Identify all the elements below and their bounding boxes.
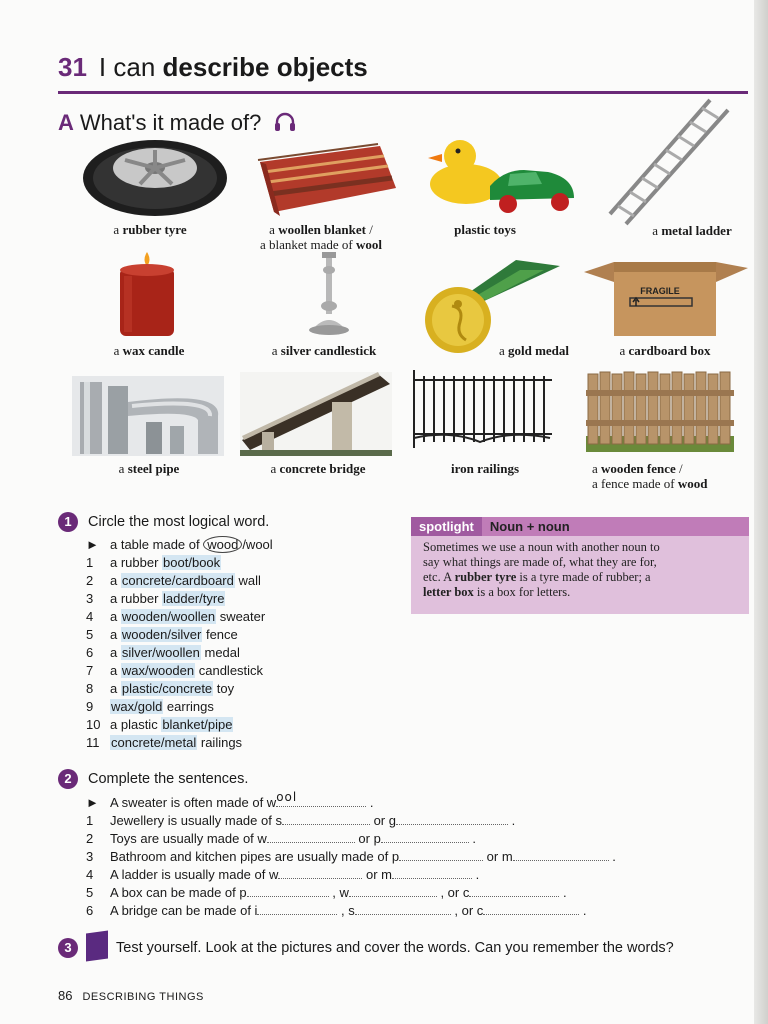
exercise-2-example: ► A sweater is often made of w ool .: [86, 790, 374, 810]
fragile-label: FRAGILE: [640, 286, 680, 296]
list-item[interactable]: 5 A box can be made of p , w , or c .: [86, 885, 567, 900]
blank[interactable]: [355, 903, 451, 915]
list-item[interactable]: 5 a wooden/silver fence: [86, 627, 238, 642]
book-icon: [86, 930, 108, 961]
blank[interactable]: [278, 867, 362, 879]
list-item[interactable]: 7 a wax/wooden candlestick: [86, 663, 264, 678]
blank[interactable]: [483, 903, 579, 915]
list-item[interactable]: 3 Bathroom and kitchen pipes are usually made of p or m .: [86, 849, 616, 864]
blank[interactable]: [513, 849, 609, 861]
section-name: DESCRIBING THINGS: [82, 991, 204, 1003]
blank[interactable]: [392, 867, 472, 879]
spotlight-header: [411, 517, 749, 536]
unit-title: [58, 52, 368, 83]
list-item[interactable]: 1 Jewellery is usually made of s or g .: [86, 813, 516, 828]
list-item[interactable]: 8 a plastic/concrete toy: [86, 681, 235, 696]
section-a-heading: [58, 110, 296, 136]
list-item[interactable]: 10 a plastic blanket/pipe: [86, 717, 233, 732]
wooden-fence-picture: [586, 370, 734, 452]
caption-rubber-tyre: a rubber tyre: [113, 222, 187, 237]
caption-cardboard-box: a cardboard box: [619, 343, 711, 358]
exercise-1-number: 1: [58, 512, 78, 532]
section-letter: A: [58, 110, 74, 135]
exercise-1-instruction: Circle the most logical word.: [88, 514, 270, 530]
blank[interactable]: [469, 885, 559, 897]
exercise-3-number: 3: [58, 938, 78, 958]
blank[interactable]: [267, 831, 355, 843]
rubber-tyre-picture: [80, 138, 230, 218]
plastic-toys-picture: [424, 136, 580, 218]
caption-wooden-fence: a wooden fence / a fence made of wood: [592, 461, 708, 491]
circled-answer: wood: [203, 536, 242, 553]
wax-candle-picture: [114, 250, 180, 340]
exercise-1-list: [86, 536, 273, 752]
gold-medal-picture: [420, 256, 564, 356]
list-item[interactable]: 11 concrete/metal railings: [86, 735, 243, 750]
caption-wax-candle: a wax candle: [113, 343, 185, 358]
list-item[interactable]: 9 wax/gold earrings: [86, 699, 214, 714]
caption-plastic-toys: plastic toys: [454, 222, 516, 237]
caption-metal-ladder: a metal ladder: [652, 223, 732, 238]
exercise-2-number: 2: [58, 769, 78, 789]
caption-steel-pipe: a steel pipe: [118, 461, 180, 476]
headphones-icon[interactable]: [274, 112, 296, 132]
blank[interactable]: [349, 885, 437, 897]
caption-woollen-blanket: a woollen blanket / a blanket made of wool: [259, 222, 382, 252]
caption-gold-medal: a gold medal: [498, 343, 570, 358]
blank[interactable]: [282, 813, 370, 825]
unit-title-light: I can: [98, 52, 156, 82]
title-rule: [58, 91, 748, 94]
blank[interactable]: [257, 903, 337, 915]
spotlight-title: Noun + noun: [489, 519, 570, 534]
caption-concrete-bridge: a concrete bridge: [270, 461, 366, 476]
list-item[interactable]: 6 A bridge can be made of i , s , or c .: [86, 903, 587, 918]
exercise-1-example: ► a table made of wood /wool: [86, 537, 273, 552]
exercise-2-list: [86, 790, 616, 920]
list-item[interactable]: 2 Toys are usually made of w or p .: [86, 831, 477, 846]
unit-number: 31: [58, 52, 87, 82]
metal-ladder-picture: [604, 96, 734, 228]
spotlight-tag: spotlight: [411, 517, 482, 536]
blank[interactable]: [399, 849, 483, 861]
footer: [58, 988, 204, 1003]
spotlight-body: Sometimes we use a noun with another noun to say what things are made of, what they are for, etc. A rubber tyre is a tyre made of rubber; a letter box is a box for letters.: [423, 540, 660, 599]
list-item[interactable]: 3 a rubber ladder/tyre: [86, 591, 225, 606]
exercise-3-text: Test yourself. Look at the pictures and cover the words. Can you remember the words?: [116, 940, 674, 956]
page-edge: [754, 0, 768, 1024]
blank[interactable]: [381, 831, 469, 843]
blank[interactable]: [396, 813, 508, 825]
caption-silver-candlestick: a silver candlestick: [271, 343, 377, 358]
iron-railings-picture: [410, 368, 556, 450]
handwritten-answer: ool: [276, 790, 298, 804]
woollen-blanket-picture: [250, 142, 400, 218]
blank[interactable]: [247, 885, 329, 897]
list-item[interactable]: 6 a silver/woollen medal: [86, 645, 240, 660]
page-number: 86: [58, 988, 73, 1003]
silver-candlestick-picture: [306, 250, 352, 336]
list-item[interactable]: 4 A ladder is usually made of w or m .: [86, 867, 480, 882]
list-item[interactable]: 2 a concrete/cardboard wall: [86, 573, 261, 588]
spotlight-box: [411, 517, 749, 614]
caption-iron-railings: iron railings: [450, 461, 520, 476]
section-title: What's it made of?: [79, 110, 262, 135]
steel-pipe-picture: [72, 376, 224, 456]
list-item[interactable]: 4 a wooden/woollen sweater: [86, 609, 266, 624]
exercise-3: [58, 932, 674, 960]
concrete-bridge-picture: [240, 372, 392, 456]
list-item[interactable]: 1 a rubber boot/book: [86, 555, 221, 570]
exercise-2-instruction: Complete the sentences.: [88, 771, 249, 787]
unit-title-bold: describe objects: [162, 52, 368, 82]
cardboard-box-picture: [580, 254, 750, 338]
